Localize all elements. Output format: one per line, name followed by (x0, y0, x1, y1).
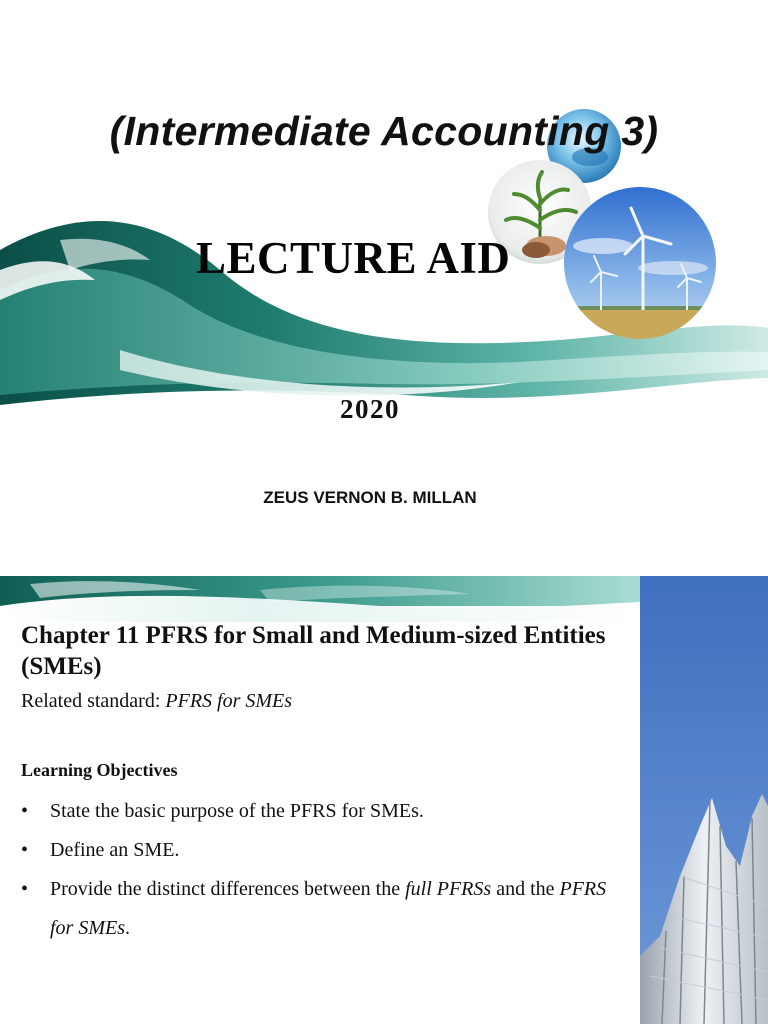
learning-objectives-heading: Learning Objectives (21, 760, 178, 780)
list-item (21, 792, 631, 831)
author-name: ZEUS VERNON B. MILLAN (263, 488, 477, 507)
bullet-icon: • (21, 878, 29, 900)
learning-objectives-list (21, 792, 631, 948)
related-standard (21, 690, 292, 713)
bullet-icon: • (21, 800, 29, 822)
objective-text-part: Provide the distinct differences between the (50, 878, 406, 900)
year-label: 2020 (340, 394, 400, 424)
building-image (640, 576, 768, 1024)
objective-text-emphasis: full PFRSs (405, 878, 492, 900)
course-subtitle: (Intermediate Accounting 3) (109, 108, 659, 154)
lecture-title: LECTURE AID (196, 233, 511, 283)
related-standard-label: Related standard: (21, 690, 161, 712)
bullet-icon: • (21, 839, 29, 861)
objective-text-part: and the (491, 878, 560, 900)
wave-header-graphic (0, 576, 640, 622)
list-item (21, 831, 631, 870)
chapter-slide (0, 576, 768, 1024)
objective-text-part: . (125, 917, 130, 939)
objective-text: Define an SME. (50, 839, 180, 861)
list-item (21, 870, 631, 948)
slide-separator (0, 560, 768, 576)
objective-text: State the basic purpose of the PFRS for SMEs. (50, 800, 424, 822)
wind-turbine-sphere-image (563, 186, 717, 340)
chapter-title: Chapter 11 PFRS for Small and Medium-sized Entities (SMEs) (21, 622, 606, 680)
objective-text-emphasis: PFRS for SMEs (50, 878, 607, 939)
related-standard-value: PFRS for SMEs (165, 690, 293, 712)
